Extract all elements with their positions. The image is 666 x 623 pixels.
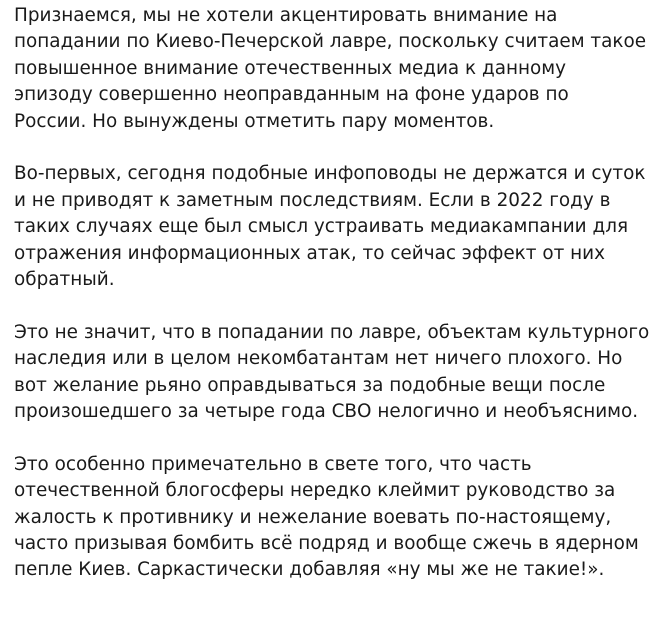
paragraph-4: Это особенно примечательно в свете того, что часть отечественной блогосферы нередко клеймит руководство за жалость к противнику и нежелание воевать по-настоящему, часто призывая бомбить всё подряд и вообще сжечь в ядерном пепле Киев. Саркастически добавляя «ну мы же не такие!». xyxy=(14,453,639,581)
paragraph-3: Это не значит, что в попадании по лавре, объектам культурного наследия или в целом некомбатантам нет ничего плохого. Но вот желание рьяно оправдываться за подобные вещи после произошедшего за четыре года СВО нелогично и необъяснимо. xyxy=(14,321,650,423)
paragraph-2: Во-первых, сегодня подобные инфоповоды не держатся и суток и не приводят к заметным последствиям. Если в 2022 году в таких случаях еще был смысл устраивать медиакампании для отражения информационных атак, то сейчас эффект от них обратный. xyxy=(14,163,646,291)
paragraph-1: Признаемся, мы не хотели акцентировать внимание на попадании по Киево-Печерской лавре, поскольку считаем такое повышенное внимание отечественных медиа к данному эпизоду совершенно неоправданным на фоне ударов по России. Но вынуждены отметить пару моментов. xyxy=(14,5,647,132)
